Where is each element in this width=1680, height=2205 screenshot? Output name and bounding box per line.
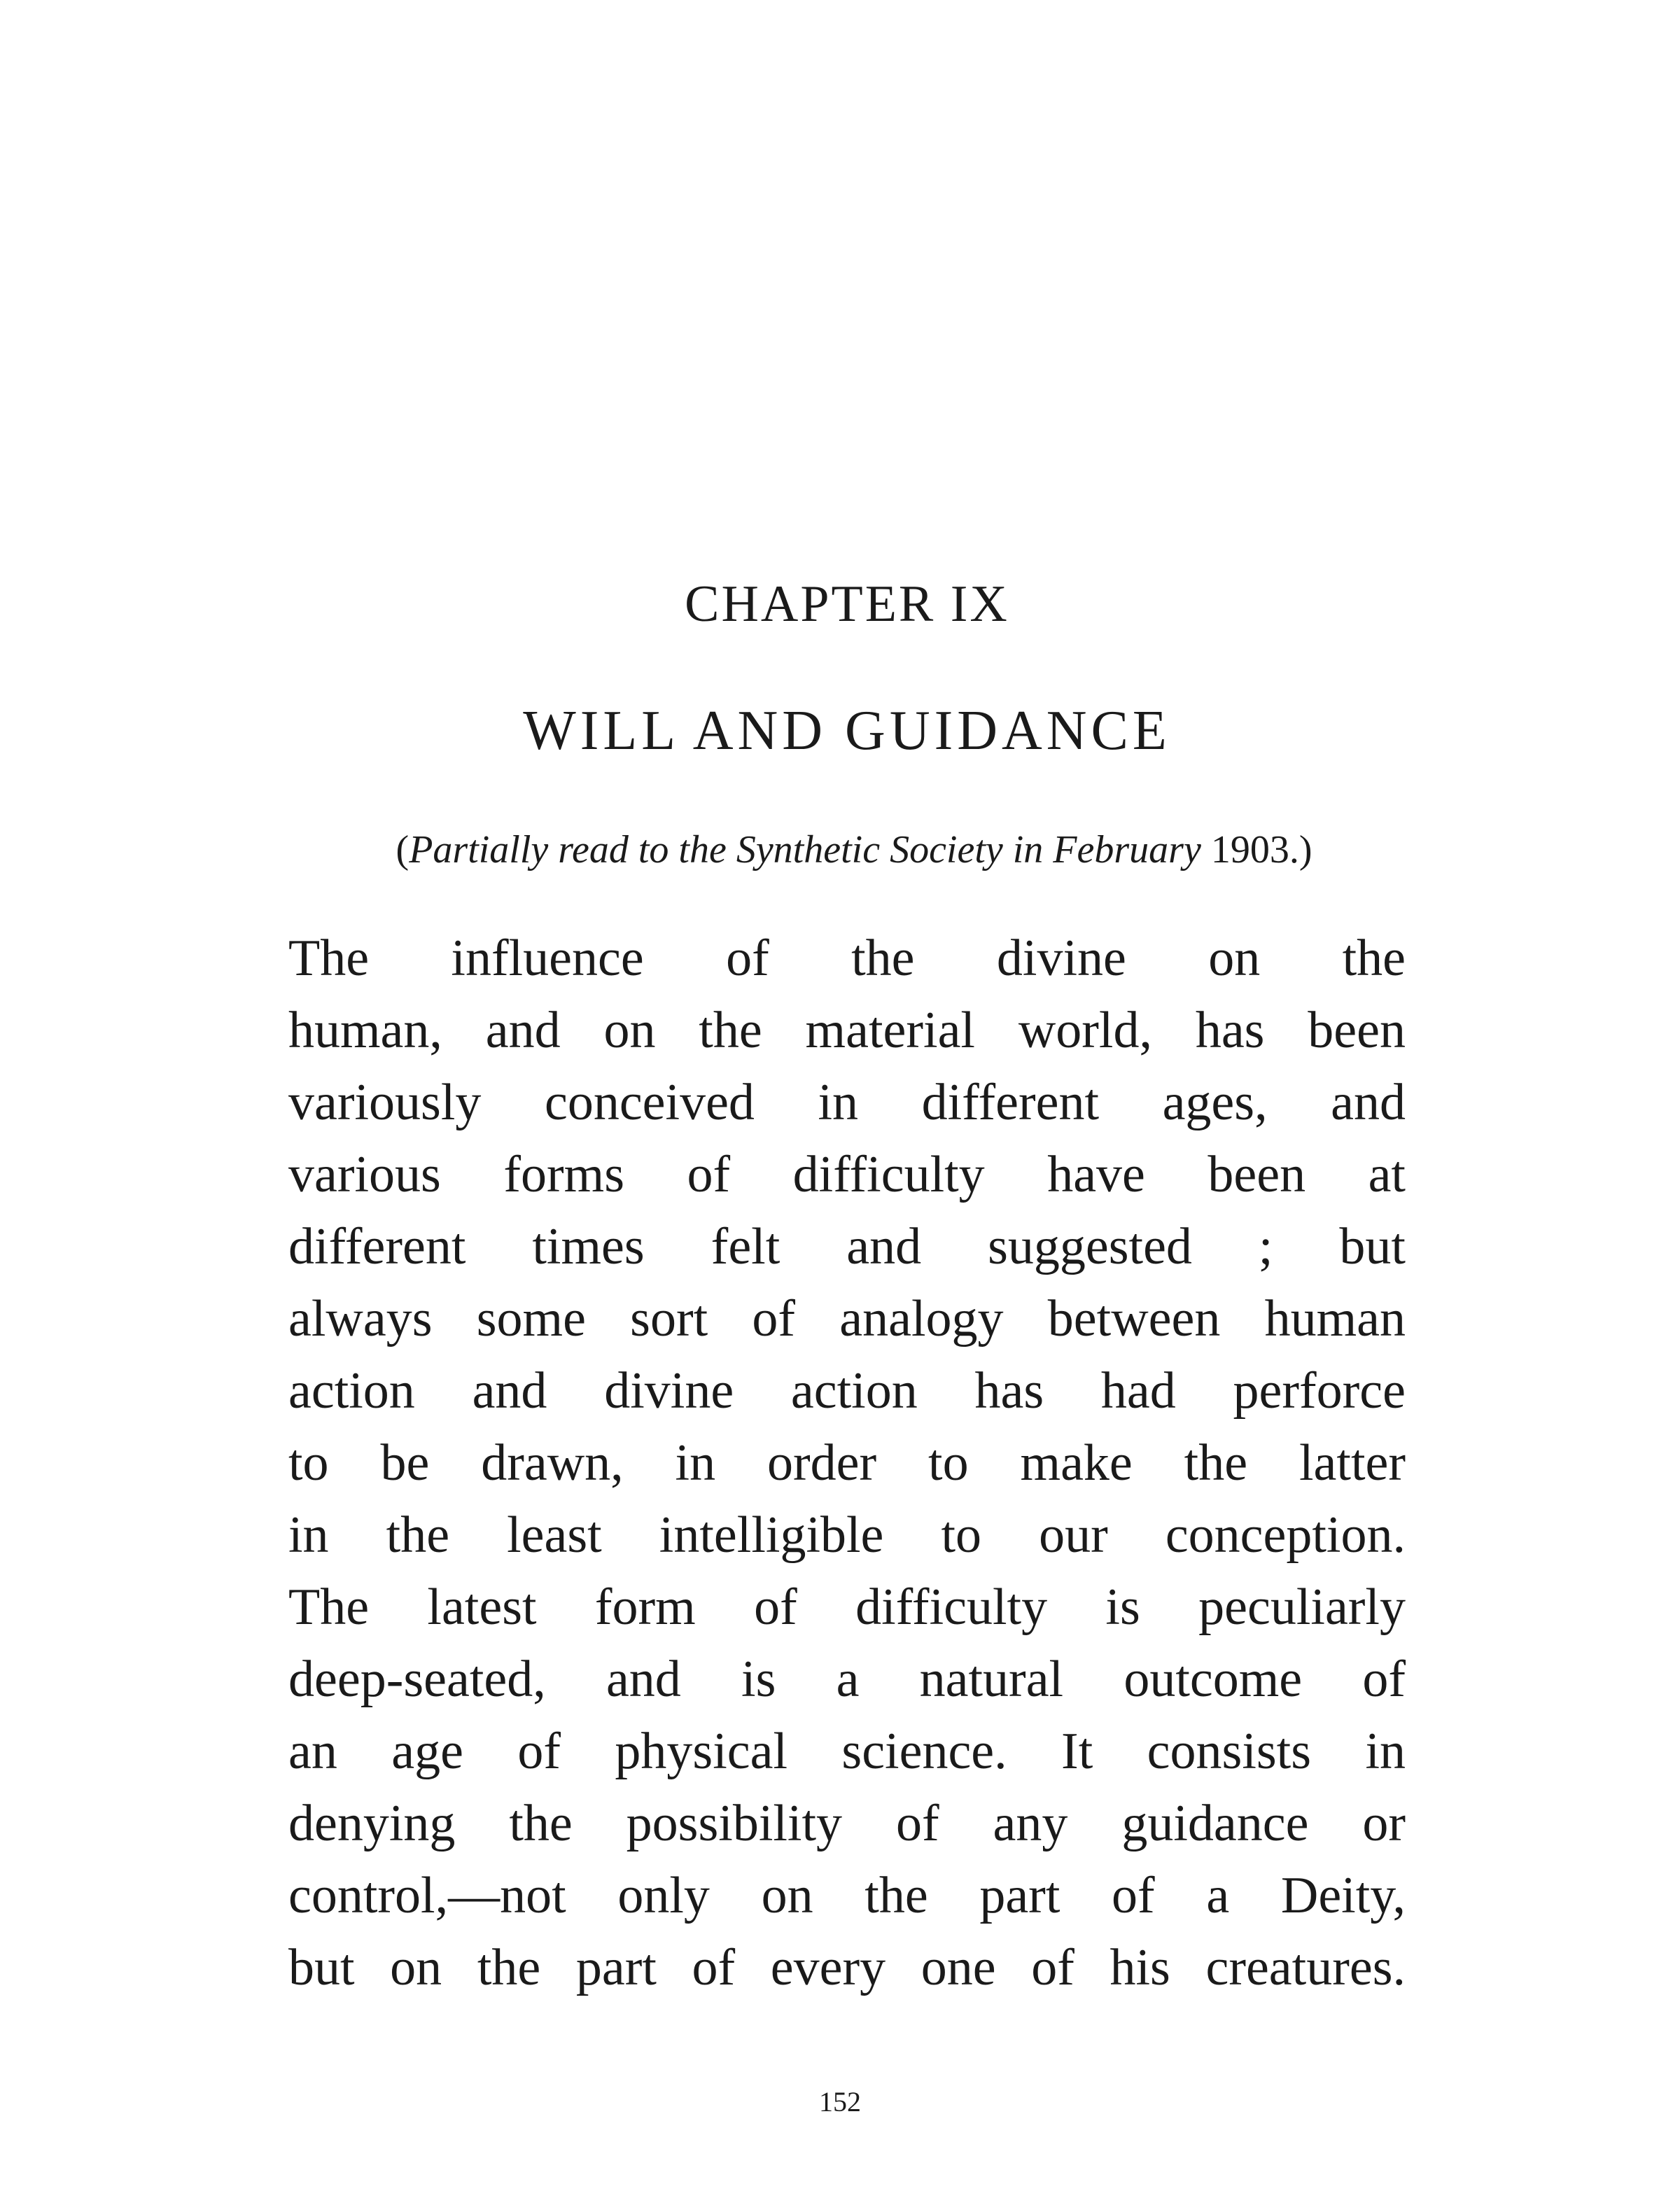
page-number: 152 — [819, 2086, 861, 2118]
chapter-label: CHAPTER IX — [685, 575, 1009, 633]
body-line: but on the part of every one of his creatures. — [288, 1939, 1406, 1996]
body-line: in the least intelligible to our conception. — [288, 1506, 1406, 1564]
body-line: variously conceived in different ages, and — [288, 1074, 1406, 1131]
subtitle-open-paren: ( — [396, 828, 410, 872]
subtitle-italic-text: Partially read to the Synthetic Society in February — [409, 828, 1201, 872]
body-line: deep-seated, and is a natural outcome of — [288, 1651, 1406, 1708]
subtitle-year: 1903.) — [1200, 828, 1312, 872]
body-line: different times felt and suggested ; but — [288, 1218, 1406, 1275]
body-line: control,—not only on the part of a Deity, — [288, 1867, 1406, 1924]
chapter-title: WILL AND GUIDANCE — [523, 700, 1171, 762]
body-line: action and divine action has had perforce — [288, 1362, 1406, 1420]
body-paragraph — [288, 923, 1406, 2004]
body-line: to be drawn, in order to make the latter — [288, 1434, 1406, 1492]
body-line: human, and on the material world, has been — [288, 1002, 1406, 1059]
body-line: The influence of the divine on the — [288, 930, 1406, 987]
body-line: various forms of difficulty have been at — [288, 1146, 1406, 1203]
body-line: denying the possibility of any guidance or — [288, 1795, 1406, 1852]
body-line: always some sort of analogy between human — [288, 1290, 1406, 1348]
body-line: The latest form of difficulty is peculiarly — [288, 1578, 1406, 1636]
chapter-subtitle — [0, 825, 1680, 875]
body-line: an age of physical science. It consists in — [288, 1723, 1406, 1780]
